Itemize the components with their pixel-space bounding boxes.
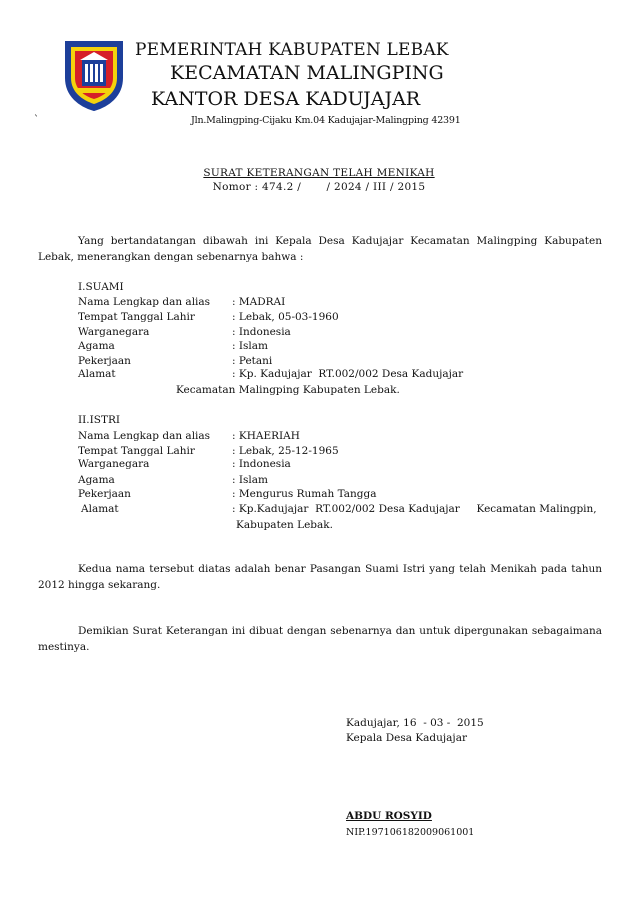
header-office: KANTOR DESA KADUJAJAR bbox=[151, 88, 421, 110]
section-heading-suami: I.SUAMI bbox=[78, 281, 124, 293]
intro-paragraph: Yang bertandatangan dibawah ini Kepala Desa Kadujajar Kecamatan Malingping Kabupaten Lebak, menerangkan dengan sebenarnya bahwa : bbox=[38, 235, 602, 263]
istri-label-nationality: Warganegara bbox=[78, 458, 150, 470]
header-government: PEMERINTAH KABUPATEN LEBAK bbox=[135, 40, 449, 60]
signature-name: ABDU ROSYID bbox=[346, 810, 432, 822]
suami-value-nationality: : Indonesia bbox=[232, 326, 291, 338]
suami-value-occupation: : Petani bbox=[232, 355, 273, 367]
header-district: KECAMATAN MALINGPING bbox=[170, 62, 444, 84]
section-heading-istri: II.ISTRI bbox=[78, 414, 121, 426]
signature-position: Kepala Desa Kadujajar bbox=[346, 732, 467, 744]
suami-label-birth: Tempat Tanggal Lahir bbox=[78, 311, 195, 323]
istri-value-address: : Kp.Kadujajar RT.002/002 Desa Kadujajar Kecamatan Malingpin, bbox=[232, 503, 597, 515]
istri-label-occupation: Pekerjaan bbox=[78, 488, 131, 500]
istri-value-religion: : Islam bbox=[232, 474, 268, 486]
istri-value-occupation: : Mengurus Rumah Tangga bbox=[232, 488, 377, 500]
signature-place-date: Kadujajar, 16 - 03 - 2015 bbox=[346, 717, 484, 729]
stray-mark: ` bbox=[34, 115, 39, 126]
closing-paragraph: Demikian Surat Keterangan ini dibuat dengan sebenarnya dan untuk dipergunakan sebagaimana mestinya. bbox=[38, 625, 602, 653]
suami-value-name: : MADRAI bbox=[232, 296, 286, 308]
istri-value-name: : KHAERIAH bbox=[232, 430, 300, 442]
statement-paragraph: Kedua nama tersebut diatas adalah benar Pasangan Suami Istri yang telah Menikah pada tahun 2012 hingga sekarang. bbox=[38, 563, 602, 591]
suami-label-occupation: Pekerjaan bbox=[78, 355, 131, 367]
istri-label-religion: Agama bbox=[78, 474, 115, 486]
suami-value-birth: : Lebak, 05-03-1960 bbox=[232, 311, 339, 323]
letter-title: SURAT KETERANGAN TELAH MENIKAH bbox=[203, 167, 435, 179]
istri-address-continued: Kabupaten Lebak. bbox=[236, 519, 333, 531]
letter-number: Nomor : 474.2 / / 2024 / III / 2015 bbox=[212, 181, 426, 193]
suami-value-religion: : Islam bbox=[232, 340, 268, 352]
suami-label-name: Nama Lengkap dan alias bbox=[78, 296, 211, 308]
suami-label-religion: Agama bbox=[78, 340, 115, 352]
suami-address-continued: Kecamatan Malingping Kabupaten Lebak. bbox=[176, 384, 400, 396]
istri-label-name: Nama Lengkap dan alias bbox=[78, 430, 211, 442]
istri-value-nationality: : Indonesia bbox=[232, 458, 291, 470]
header-address: Jln.Malingping-Cijaku Km.04 Kadujajar-Malingping 42391 bbox=[191, 115, 461, 126]
suami-label-nationality: Warganegara bbox=[78, 326, 150, 338]
istri-label-birth: Tempat Tanggal Lahir bbox=[78, 445, 195, 457]
village-logo-emblem bbox=[62, 38, 126, 112]
istri-value-birth: : Lebak, 25-12-1965 bbox=[232, 445, 339, 457]
istri-label-address: Alamat bbox=[81, 503, 119, 515]
signature-nip: NIP.197106182009061001 bbox=[346, 827, 475, 838]
suami-label-address: Alamat bbox=[78, 368, 116, 380]
suami-value-address: : Kp. Kadujajar RT.002/002 Desa Kadujajar bbox=[232, 368, 464, 380]
